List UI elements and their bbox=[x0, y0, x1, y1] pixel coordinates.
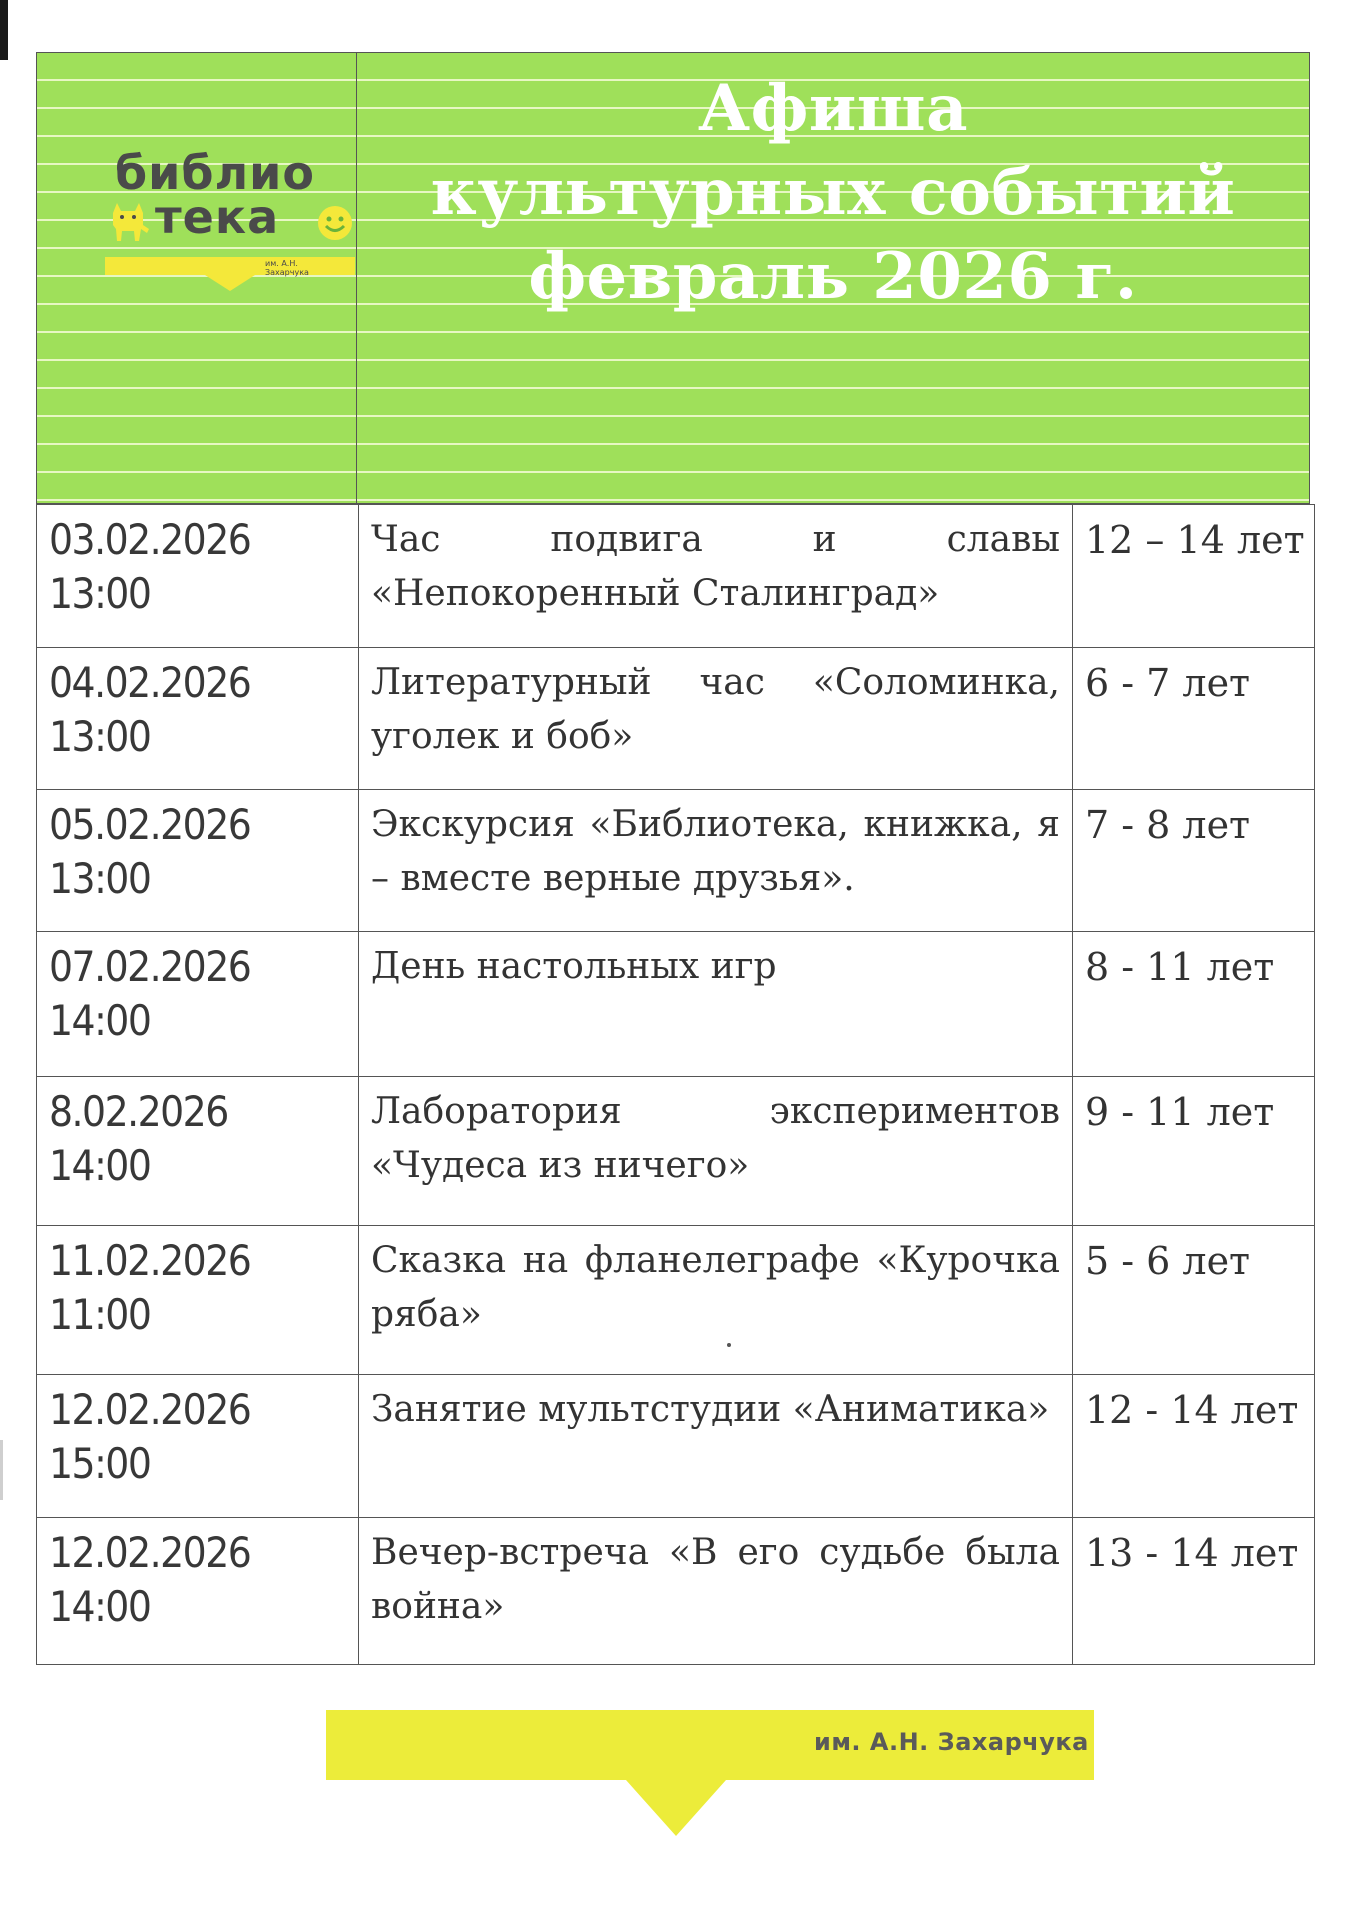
event-date: 03.02.2026 bbox=[49, 515, 251, 564]
event-title: Занятие мультстудии «Аниматика» bbox=[371, 1389, 1050, 1430]
smiley-icon bbox=[315, 203, 355, 243]
event-age: 6 - 7 лет bbox=[1085, 661, 1251, 705]
age-cell bbox=[1073, 505, 1315, 648]
age-cell bbox=[1073, 932, 1315, 1077]
scan-speck bbox=[727, 1343, 731, 1347]
date-cell bbox=[37, 1375, 359, 1518]
library-logo bbox=[75, 145, 335, 335]
event-age: 12 – 14 лет bbox=[1085, 518, 1305, 562]
event-date: 05.02.2026 bbox=[49, 800, 251, 849]
event-date: 8.02.2026 bbox=[49, 1087, 228, 1136]
event-date: 04.02.2026 bbox=[49, 658, 251, 707]
event-date: 12.02.2026 bbox=[49, 1528, 251, 1577]
event-age: 8 - 11 лет bbox=[1085, 945, 1275, 989]
event-time: 14:00 bbox=[49, 996, 151, 1045]
table-row bbox=[37, 790, 1315, 932]
title-cell bbox=[359, 790, 1073, 932]
table-row bbox=[37, 1226, 1315, 1375]
table-row bbox=[37, 1518, 1315, 1665]
scan-edge bbox=[0, 0, 8, 60]
event-time: 15:00 bbox=[49, 1439, 151, 1488]
event-age: 12 - 14 лет bbox=[1085, 1388, 1299, 1432]
dog-icon bbox=[105, 195, 155, 245]
event-age: 9 - 11 лет bbox=[1085, 1090, 1275, 1134]
event-date: 12.02.2026 bbox=[49, 1385, 251, 1434]
date-cell bbox=[37, 790, 359, 932]
title-cell bbox=[359, 505, 1073, 648]
title-cell bbox=[359, 932, 1073, 1077]
date-cell bbox=[37, 1077, 359, 1226]
logo-text-line1: библио bbox=[115, 146, 315, 200]
table-row bbox=[37, 932, 1315, 1077]
event-time: 13:00 bbox=[49, 712, 151, 761]
event-title: Литературный час «Соломинка, уголек и боб» bbox=[371, 662, 1060, 757]
poster-header bbox=[36, 52, 1310, 504]
title-cell bbox=[359, 1375, 1073, 1518]
logo-cell bbox=[37, 53, 357, 503]
title-line-3: февраль 2026 г. bbox=[528, 239, 1138, 314]
event-time: 11:00 bbox=[49, 1290, 151, 1339]
scan-edge-mark bbox=[0, 1440, 3, 1500]
table-row bbox=[37, 1077, 1315, 1226]
age-cell bbox=[1073, 1375, 1315, 1518]
title-cell bbox=[359, 648, 1073, 790]
event-title: Экскурсия «Библиотека, книжка, я – вместе верные друзья». bbox=[371, 804, 1060, 899]
date-cell bbox=[37, 1226, 359, 1375]
age-cell bbox=[1073, 1077, 1315, 1226]
event-date: 11.02.2026 bbox=[49, 1236, 251, 1285]
event-title: Сказка на фланелеграфе «Курочка ряба» bbox=[371, 1240, 1060, 1335]
logo-text-line2: тека bbox=[155, 190, 280, 244]
title-line-1: Афиша bbox=[697, 71, 969, 146]
event-age: 7 - 8 лет bbox=[1085, 803, 1251, 847]
event-title: День настольных игр bbox=[371, 946, 777, 987]
event-time: 14:00 bbox=[49, 1582, 151, 1631]
title-line-2: культурных событий bbox=[430, 155, 1236, 230]
title-cell bbox=[359, 1077, 1073, 1226]
event-age: 5 - 6 лет bbox=[1085, 1239, 1251, 1283]
event-title: Вечер-встреча «В его судьбе была война» bbox=[371, 1532, 1060, 1627]
table-row bbox=[37, 1375, 1315, 1518]
age-cell bbox=[1073, 648, 1315, 790]
event-date: 07.02.2026 bbox=[49, 942, 251, 991]
title-cell bbox=[359, 1226, 1073, 1375]
events-table bbox=[36, 504, 1315, 1665]
date-cell bbox=[37, 648, 359, 790]
event-age: 13 - 14 лет bbox=[1085, 1531, 1299, 1575]
date-cell bbox=[37, 1518, 359, 1665]
age-cell bbox=[1073, 1518, 1315, 1665]
event-time: 14:00 bbox=[49, 1141, 151, 1190]
age-cell bbox=[1073, 1226, 1315, 1375]
footer-label: им. А.Н. Захарчука bbox=[814, 1728, 1089, 1756]
title-cell bbox=[357, 53, 1309, 503]
logo-subtitle: им. А.Н. Захарчука bbox=[265, 259, 309, 277]
event-time: 13:00 bbox=[49, 854, 151, 903]
table-row bbox=[37, 648, 1315, 790]
title-cell bbox=[359, 1518, 1073, 1665]
event-title: Час подвига и славы «Непокоренный Сталинград» bbox=[371, 519, 1060, 614]
event-title: Лаборатория экспериментов «Чудеса из ничего» bbox=[371, 1091, 1060, 1186]
table-row bbox=[37, 505, 1315, 648]
date-cell bbox=[37, 932, 359, 1077]
date-cell bbox=[37, 505, 359, 648]
event-time: 13:00 bbox=[49, 569, 151, 618]
age-cell bbox=[1073, 790, 1315, 932]
